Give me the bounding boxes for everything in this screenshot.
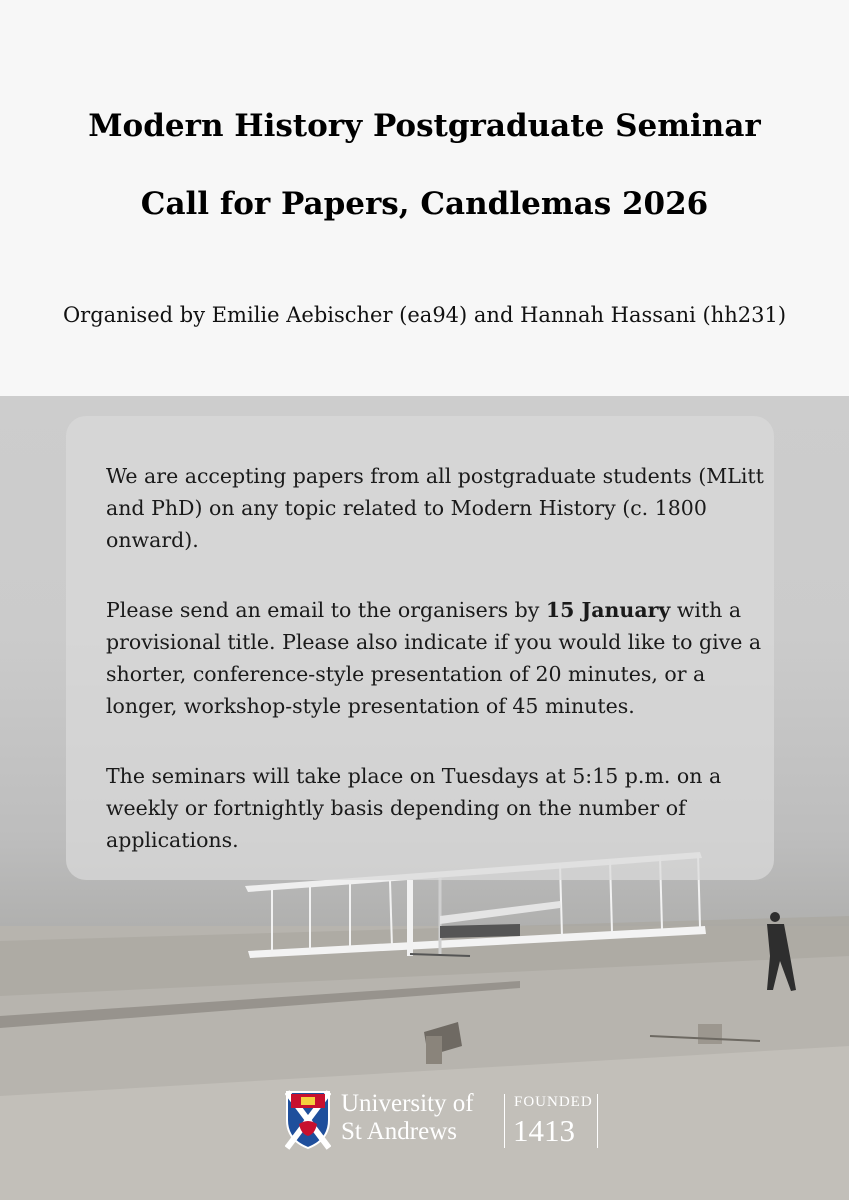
logo-divider bbox=[504, 1094, 505, 1148]
submission-paragraph bbox=[106, 594, 766, 722]
schedule-paragraph: The seminars will take place on Tuesdays at 5:15 p.m. on a weekly or fortnightly basis depending on the number of applications. bbox=[106, 764, 722, 852]
university-shield-icon bbox=[285, 1090, 331, 1150]
deadline-date: 15 January bbox=[545, 598, 671, 622]
university-name-line1: University of bbox=[341, 1090, 474, 1117]
founded-year: 1413 bbox=[513, 1113, 575, 1148]
university-name bbox=[341, 1090, 474, 1146]
submission-text-before: Please send an email to the organisers by bbox=[106, 598, 546, 622]
seminar-title: Modern History Postgraduate Seminar bbox=[88, 108, 761, 144]
university-name-line2: St Andrews bbox=[341, 1118, 457, 1145]
eligibility-paragraph: We are accepting papers from all postgraduate students (MLitt and PhD) on any topic related to Modern History (c. 1800 onward). bbox=[106, 464, 764, 552]
university-logo bbox=[285, 1090, 605, 1154]
submission-text-after: with a provisional title. Please also indicate if you would like to give a shorter, conference-style presentation of 20 minutes, or a longer, workshop-style presentation of 45 minutes. bbox=[106, 598, 762, 718]
call-for-papers-title: Call for Papers, Candlemas 2026 bbox=[140, 186, 709, 222]
logo-divider-right bbox=[597, 1094, 598, 1148]
poster-header bbox=[0, 0, 849, 396]
organisers-line: Organised by Emilie Aebischer (ea94) and Hannah Hassani (hh231) bbox=[62, 303, 787, 327]
founded-label: FOUNDED bbox=[514, 1094, 593, 1110]
